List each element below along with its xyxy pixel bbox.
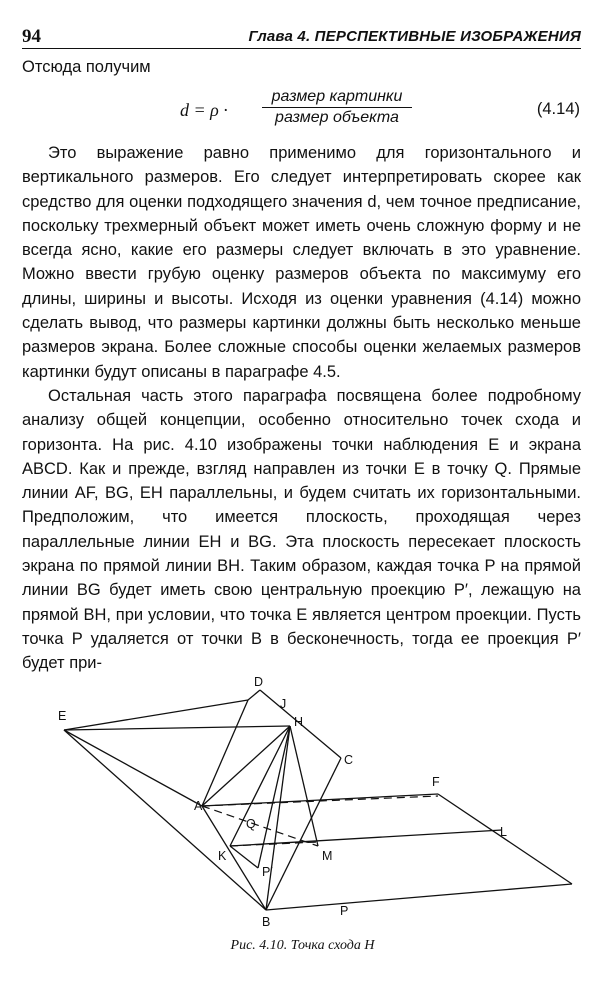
formula-denominator: размер объекта (275, 109, 399, 126)
figure-4-10 (40, 672, 580, 936)
line-H-K (230, 726, 290, 846)
label-L: L (500, 825, 507, 839)
line-J-A (202, 700, 248, 806)
label-A: A (194, 799, 203, 813)
label-C: C (344, 753, 354, 767)
label-F: F (432, 775, 440, 789)
dashed-A-M (202, 806, 318, 846)
label-D: D (254, 675, 264, 689)
formula-fraction (262, 88, 412, 127)
label-M: M (322, 849, 333, 863)
line-H-A (202, 726, 290, 806)
paragraph: Остальная часть этого параграфа посвящена более подробному анализу общей концепции, особенно относительно точек схода и горизонта. На рис. 4.10 изображены точки наблюдения E и экрана ABCD. Как и прежде, взгляд направлен из точки E в точку Q. Прямые линии AF, BG, EH параллельны, и будем считать их горизонтальными. Предположим, что имеется плоскость, проходящая через параллельные линии EH и BG. Эта плоскость пересекает плоскость экрана по прямой линии BH. Таким образом, каждая точка P на прямой линии BG будет иметь свою центральную проекцию P′, лежащую на прямой BH, при условии, что точка E является центром проекции. Пусть точка P удаляется от точки B в бесконечность, тогда ее проекция P′ будет при- (22, 387, 581, 673)
formula-numerator: размер картинки (262, 88, 412, 108)
line-D-J (248, 690, 260, 700)
line-A-F (202, 794, 438, 806)
paragraph-1-container (22, 141, 581, 384)
label-H: H (294, 715, 304, 729)
line-B-G (266, 884, 572, 910)
paragraph: Это выражение равно применимо для горизонтального и вертикального размеров. Его следует интерпретировать скорее как средство для оценки подходящего значения d, чем точное предписание, поскольку трехмерный объект может иметь очень сложную форму и не всегда ясно, какие его размеры следует включать в это уравнение. Можно ввести грубую оценку размеров объекта по максимуму его длины, ширины и высоты. Исходя из оценки уравнения (4.14) можно сделать вывод, что размеры картинки должны быть несколько меньше размеров экрана. Более сложные способы оценки желаемых размеров картинки будут описаны в параграфе 4.5. (22, 144, 581, 381)
formula-lhs: d = ρ · (180, 100, 228, 120)
line-E-H (64, 726, 290, 730)
line-A-B (202, 806, 266, 910)
page-number: 94 (22, 26, 41, 47)
line-F-G (438, 794, 572, 884)
line-E-B (64, 730, 266, 910)
line-E-A (64, 730, 202, 806)
intro-line: Отсюда получим (22, 58, 151, 76)
equation-4-14 (180, 88, 580, 138)
line-K-P-prime (230, 846, 258, 868)
page-header (22, 26, 581, 49)
running-head: Глава 4. ПЕРСПЕКТИВНЫЕ ИЗОБРАЖЕНИЯ (248, 28, 581, 45)
label-B: B (262, 915, 271, 929)
label-Q: Q (246, 817, 256, 831)
label-K: K (218, 849, 227, 863)
paragraph-2-container (22, 384, 581, 676)
label-P: P (340, 904, 349, 918)
equation-number: (4.14) (536, 100, 580, 118)
line-H-M (290, 726, 318, 846)
figure-caption: Рис. 4.10. Точка схода H (230, 938, 375, 953)
label-E: E (58, 709, 67, 723)
line-E-J (64, 700, 248, 730)
label-J: J (280, 697, 287, 711)
label-P-prime: P′ (262, 865, 273, 879)
